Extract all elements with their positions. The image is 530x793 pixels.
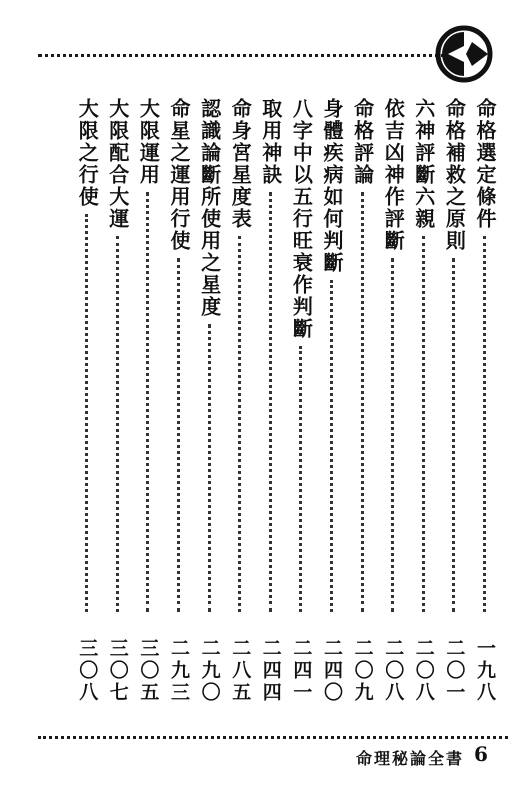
- toc-entry: [472, 98, 498, 704]
- toc-entry: [441, 98, 467, 704]
- toc-entry: [227, 98, 253, 704]
- toc-entry-page: 二〇八: [412, 638, 435, 704]
- toc-entry-page: 三〇七: [106, 638, 129, 704]
- toc-entry-page: 二九〇: [198, 638, 221, 704]
- toc-dot-leader: [269, 192, 272, 612]
- table-of-contents: [40, 98, 500, 708]
- toc-dot-leader: [391, 258, 394, 612]
- toc-entry-title: 八字中以五行旺衰作判斷: [289, 98, 314, 340]
- toc-entry-title: 命格選定條件: [473, 98, 497, 230]
- toc-entry-title: 命身宮星度表: [228, 98, 253, 230]
- toc-dot-leader: [330, 280, 333, 612]
- toc-entry-page: 二四一: [290, 638, 313, 704]
- toc-dot-leader: [483, 236, 486, 612]
- toc-dot-leader: [361, 192, 364, 612]
- toc-dot-leader: [85, 214, 88, 612]
- toc-entry-title: 命星之運用行使: [167, 98, 191, 252]
- toc-entry-title: 大限運用: [136, 98, 161, 186]
- toc-entry: [380, 98, 406, 704]
- toc-entry: [319, 98, 345, 704]
- toc-entry-page: 一九八: [474, 638, 496, 704]
- toc-entry-page: 二四四: [259, 638, 282, 704]
- toc-dot-leader: [177, 258, 180, 612]
- toc-entry-title: 大限之行使: [75, 98, 100, 208]
- bottom-dotted-rule: [38, 736, 508, 739]
- toc-entry-page: 二九三: [168, 638, 190, 704]
- toc-entry-title: 身體疾病如何判斷: [320, 98, 344, 274]
- toc-dot-leader: [208, 324, 211, 612]
- toc-entry-title: 取用神訣: [258, 98, 283, 186]
- toc-entry-page: 二〇八: [382, 638, 405, 704]
- footer-book-title: 命理秘論全書: [356, 749, 465, 768]
- toc-entry-title: 命格補救之原則: [442, 98, 467, 252]
- toc-dot-leader: [238, 236, 241, 612]
- toc-entry: [166, 98, 192, 704]
- toc-dot-leader: [146, 192, 149, 612]
- toc-entry: [411, 98, 437, 704]
- toc-entry-page: 二〇九: [351, 638, 374, 704]
- toc-entry: [258, 98, 284, 704]
- toc-entry-title: 大限配合大運: [105, 98, 130, 230]
- toc-entry: [350, 98, 376, 704]
- toc-entry: [288, 98, 314, 704]
- toc-dot-leader: [452, 258, 455, 612]
- toc-entry-page: 二八五: [229, 638, 252, 704]
- toc-entry: [135, 98, 161, 704]
- toc-dot-leader: [422, 236, 425, 612]
- toc-entry-title: 命格評論: [350, 98, 375, 186]
- toc-entry-page: 二〇一: [443, 638, 466, 704]
- toc-entry-page: 三〇八: [76, 638, 99, 704]
- toc-entry-page: 三〇五: [137, 638, 160, 704]
- toc-entry: [74, 98, 100, 704]
- toc-entry-page: 二四〇: [321, 638, 343, 704]
- toc-entry: [197, 98, 223, 704]
- footer-page-number: 6: [474, 742, 488, 766]
- toc-entry-title: 認識論斷所使用之星度: [197, 98, 222, 318]
- toc-dot-leader: [299, 346, 302, 612]
- publisher-logo-icon: [434, 24, 494, 84]
- top-dotted-rule: [38, 54, 458, 57]
- toc-dot-leader: [116, 236, 119, 612]
- toc-entry-title: 六神評斷六親: [411, 98, 436, 230]
- toc-entry: [105, 98, 131, 704]
- toc-entry-title: 依吉凶神作評斷: [381, 98, 406, 252]
